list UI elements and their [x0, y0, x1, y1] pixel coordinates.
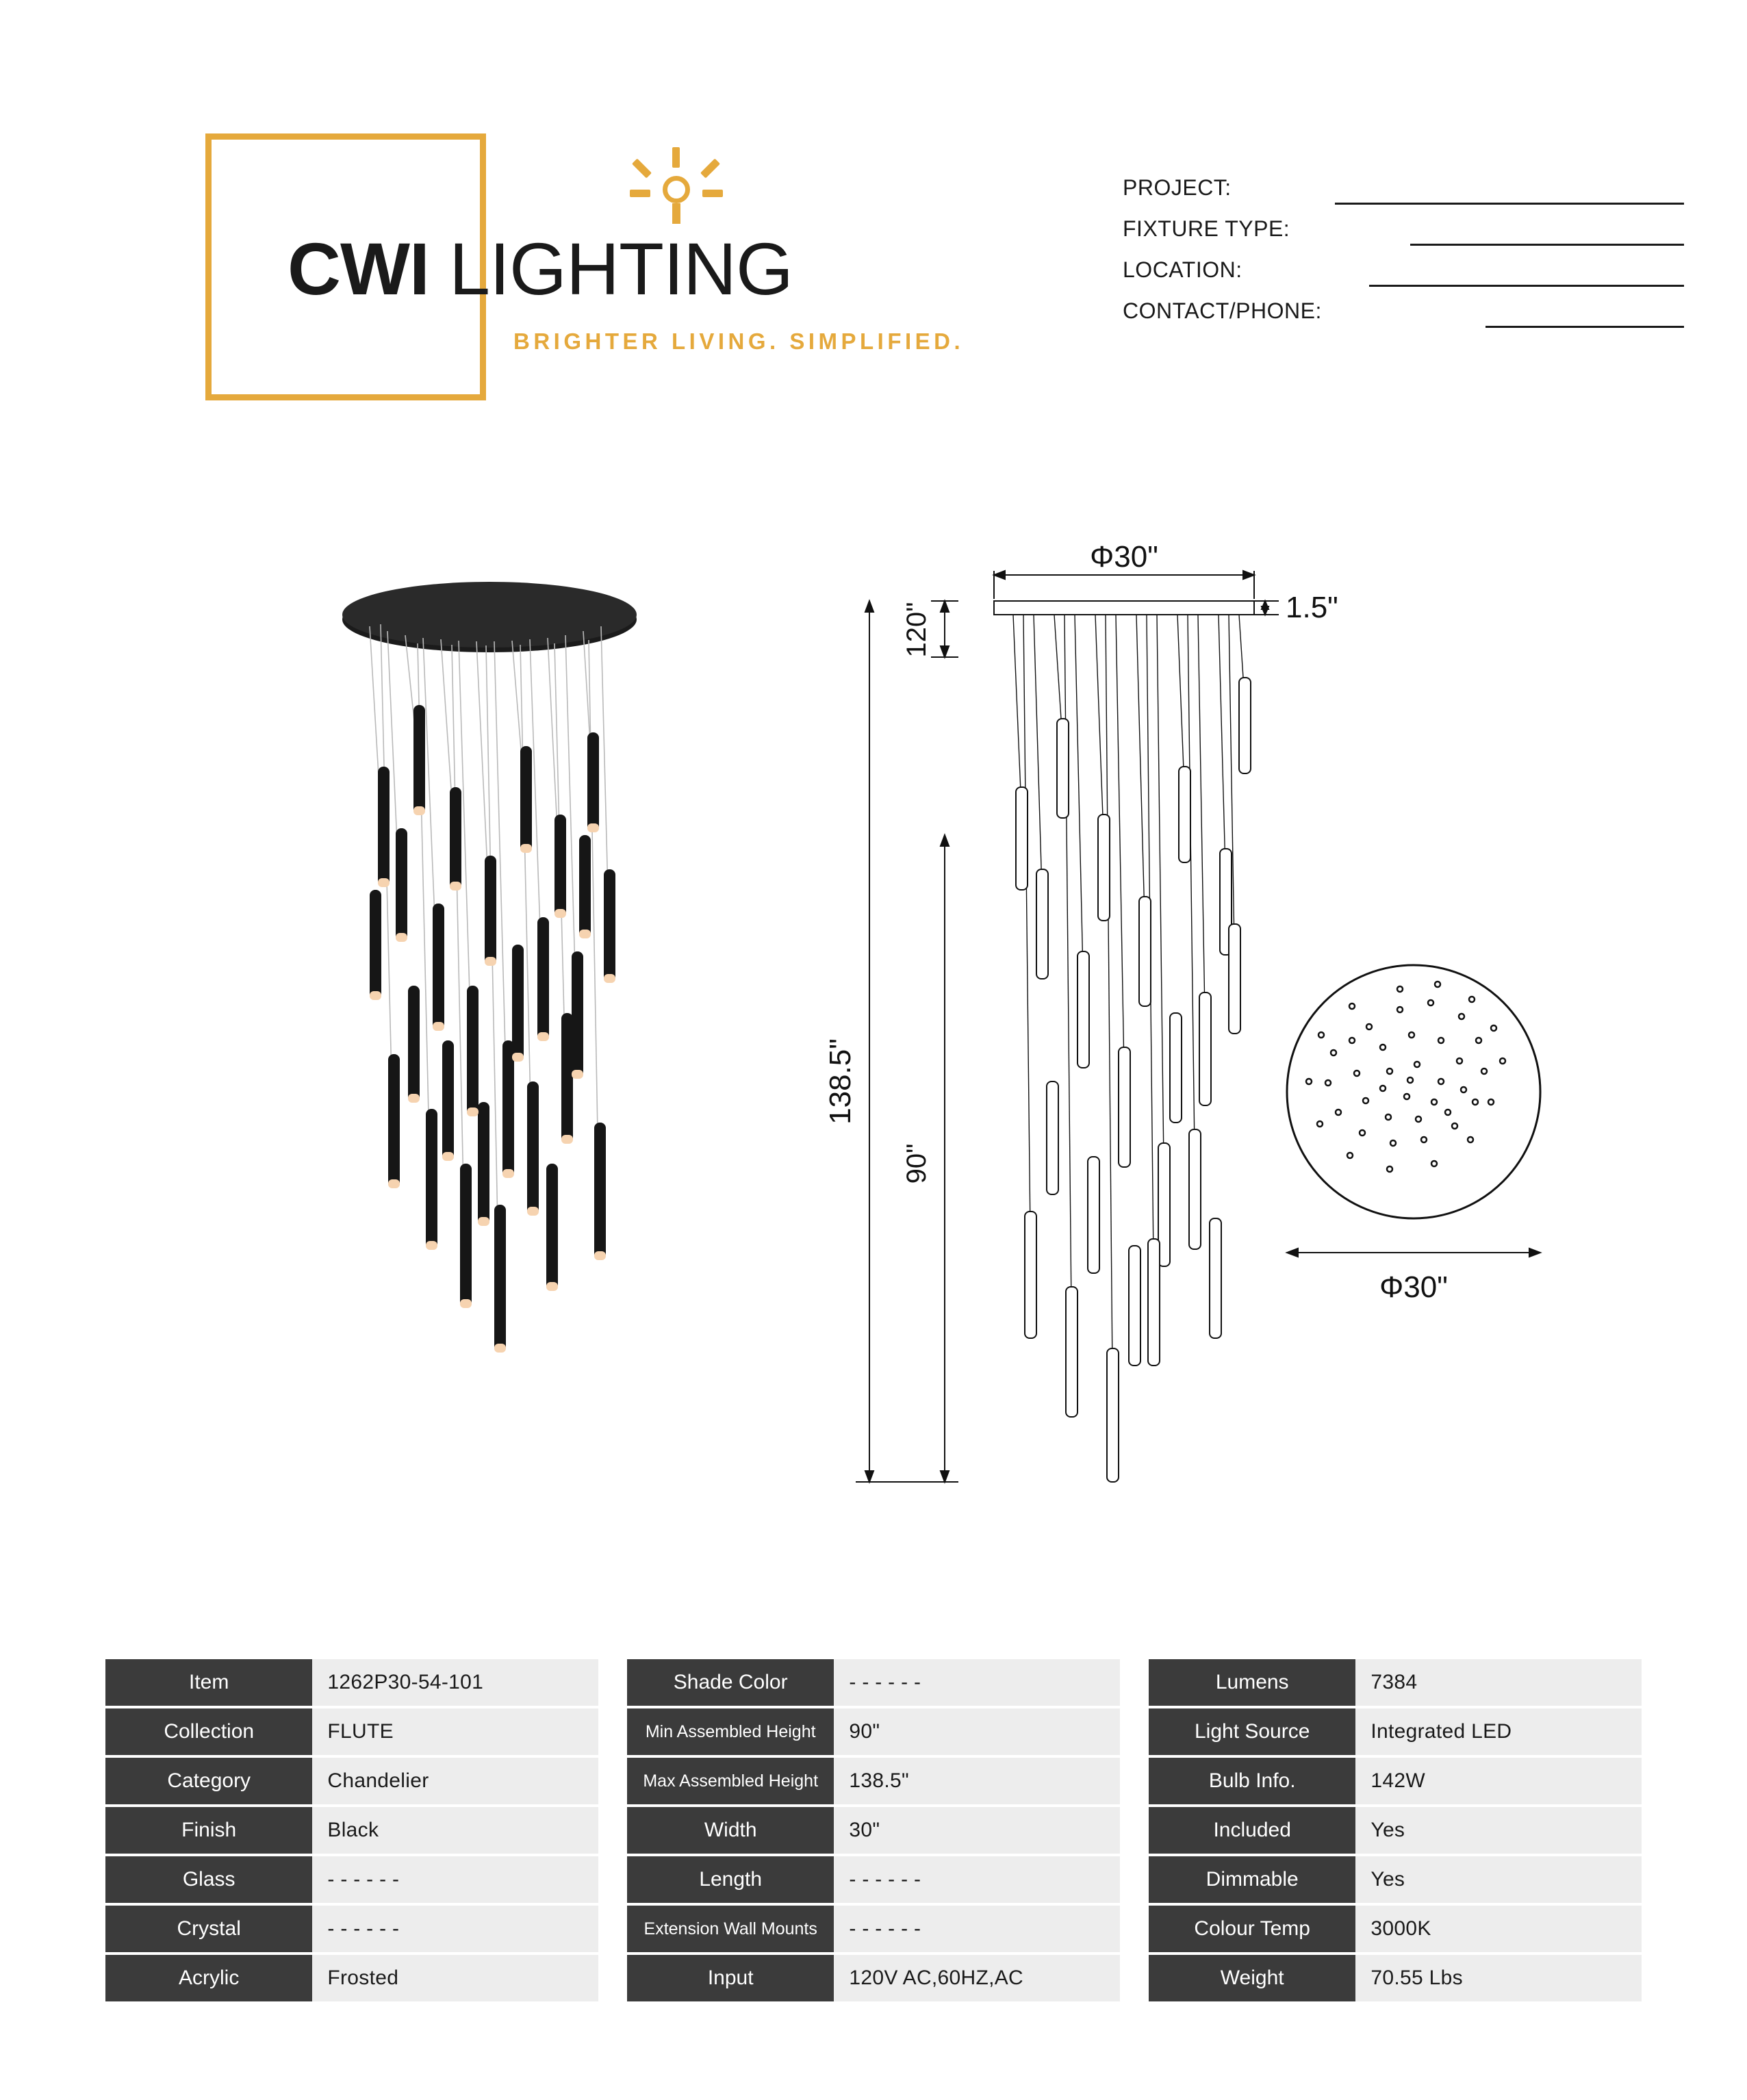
spec-key: Shade Color	[627, 1659, 834, 1706]
spec-key: Item	[105, 1659, 312, 1706]
plan-view	[1287, 965, 1540, 1304]
contact-phone-label: CONTACT/PHONE:	[1123, 298, 1322, 323]
spec-value: - - - - - -	[834, 1659, 1120, 1706]
location-label: LOCATION:	[1123, 257, 1242, 282]
spec-value: 142W	[1355, 1758, 1642, 1804]
spec-key: Category	[105, 1758, 312, 1804]
spec-key: Width	[627, 1807, 834, 1854]
spec-value: - - - - - -	[834, 1856, 1120, 1903]
spec-key: Colour Temp	[1149, 1906, 1355, 1952]
dim-canopy-thickness: 1.5"	[1286, 591, 1338, 624]
project-field-fixture-type	[1123, 212, 1684, 253]
location-write-line[interactable]	[1369, 285, 1684, 287]
table-row	[105, 1856, 598, 1903]
project-write-line[interactable]	[1335, 203, 1684, 205]
lightbulb-icon	[630, 147, 726, 236]
spec-key: Acrylic	[105, 1955, 312, 2001]
spec-value: FLUTE	[312, 1708, 598, 1755]
spec-value: Chandelier	[312, 1758, 598, 1804]
table-row	[627, 1856, 1120, 1903]
spec-key: Extension Wall Mounts	[627, 1906, 834, 1952]
brand-tagline: BRIGHTER LIVING. SIMPLIFIED.	[513, 329, 965, 354]
spec-value: Black	[312, 1807, 598, 1854]
table-row	[1149, 1659, 1642, 1706]
table-row	[627, 1955, 1120, 2001]
dim-overall-max: 138.5"	[824, 1038, 857, 1125]
technical-drawings-svg	[0, 540, 1747, 1520]
table-row	[105, 1807, 598, 1854]
table-row	[627, 1758, 1120, 1804]
spec-value: 90"	[834, 1708, 1120, 1755]
project-field-contact-phone	[1123, 294, 1684, 335]
spec-key: Bulb Info.	[1149, 1758, 1355, 1804]
spec-value: Frosted	[312, 1955, 598, 2001]
project-field-project	[1123, 171, 1684, 212]
table-row	[1149, 1906, 1642, 1952]
table-row	[1149, 1807, 1642, 1854]
spec-value: - - - - - -	[834, 1906, 1120, 1952]
spec-key: Crystal	[105, 1906, 312, 1952]
table-row	[627, 1807, 1120, 1854]
spec-key: Lumens	[1149, 1659, 1355, 1706]
table-row	[105, 1708, 598, 1755]
spec-value: - - - - - -	[312, 1856, 598, 1903]
spec-table-dimensions	[627, 1656, 1120, 2004]
table-row	[1149, 1856, 1642, 1903]
spec-value: 1262P30-54-101	[312, 1659, 598, 1706]
table-row	[627, 1708, 1120, 1755]
spec-value: 7384	[1355, 1659, 1642, 1706]
spec-table-product	[105, 1656, 598, 2004]
table-row	[105, 1758, 598, 1804]
wordmark-bold: CWI	[288, 227, 429, 310]
project-info-block	[1123, 171, 1684, 335]
spec-value: 30"	[834, 1807, 1120, 1854]
table-row	[1149, 1955, 1642, 2001]
spec-key: Input	[627, 1955, 834, 2001]
dim-top-diameter: Φ30"	[1090, 540, 1158, 574]
table-row	[105, 1906, 598, 1952]
spec-value: 3000K	[1355, 1906, 1642, 1952]
project-label: PROJECT:	[1123, 175, 1232, 200]
spec-value: Integrated LED	[1355, 1708, 1642, 1755]
spec-value: Yes	[1355, 1807, 1642, 1854]
product-render	[342, 582, 637, 1353]
elevation-drawing	[994, 601, 1254, 1482]
spec-key: Included	[1149, 1807, 1355, 1854]
spec-key: Light Source	[1149, 1708, 1355, 1755]
project-field-location	[1123, 253, 1684, 294]
table-row	[105, 1659, 598, 1706]
spec-value: 70.55 Lbs	[1355, 1955, 1642, 2001]
brand-wordmark	[288, 226, 793, 311]
page-header	[0, 103, 1747, 424]
table-row	[1149, 1758, 1642, 1804]
product-illustrations	[0, 540, 1747, 1520]
table-row	[105, 1955, 598, 2001]
spec-key: Glass	[105, 1856, 312, 1903]
contact-phone-write-line[interactable]	[1485, 326, 1684, 328]
spec-value: 138.5"	[834, 1758, 1120, 1804]
spec-value: Yes	[1355, 1856, 1642, 1903]
spec-key: Min Assembled Height	[627, 1708, 834, 1755]
spec-key: Collection	[105, 1708, 312, 1755]
spec-key: Length	[627, 1856, 834, 1903]
table-row	[627, 1906, 1120, 1952]
spec-value: - - - - - -	[312, 1906, 598, 1952]
table-row	[1149, 1708, 1642, 1755]
dim-drop-min: 120"	[902, 602, 932, 658]
table-row	[627, 1659, 1120, 1706]
dim-body-height: 90"	[902, 1143, 932, 1184]
dim-plan-diameter: Φ30"	[1379, 1270, 1448, 1304]
spec-value: 120V AC,60HZ,AC	[834, 1955, 1120, 2001]
brand-logo	[205, 116, 1013, 404]
wordmark-light: LIGHTING	[448, 227, 793, 310]
spec-key: Finish	[105, 1807, 312, 1854]
spec-table-electrical	[1149, 1656, 1642, 2004]
spec-key: Dimmable	[1149, 1856, 1355, 1903]
fixture-type-label: FIXTURE TYPE:	[1123, 216, 1290, 241]
fixture-type-write-line[interactable]	[1410, 244, 1684, 246]
spec-key: Max Assembled Height	[627, 1758, 834, 1804]
spec-key: Weight	[1149, 1955, 1355, 2001]
spec-tables	[0, 1656, 1747, 2004]
